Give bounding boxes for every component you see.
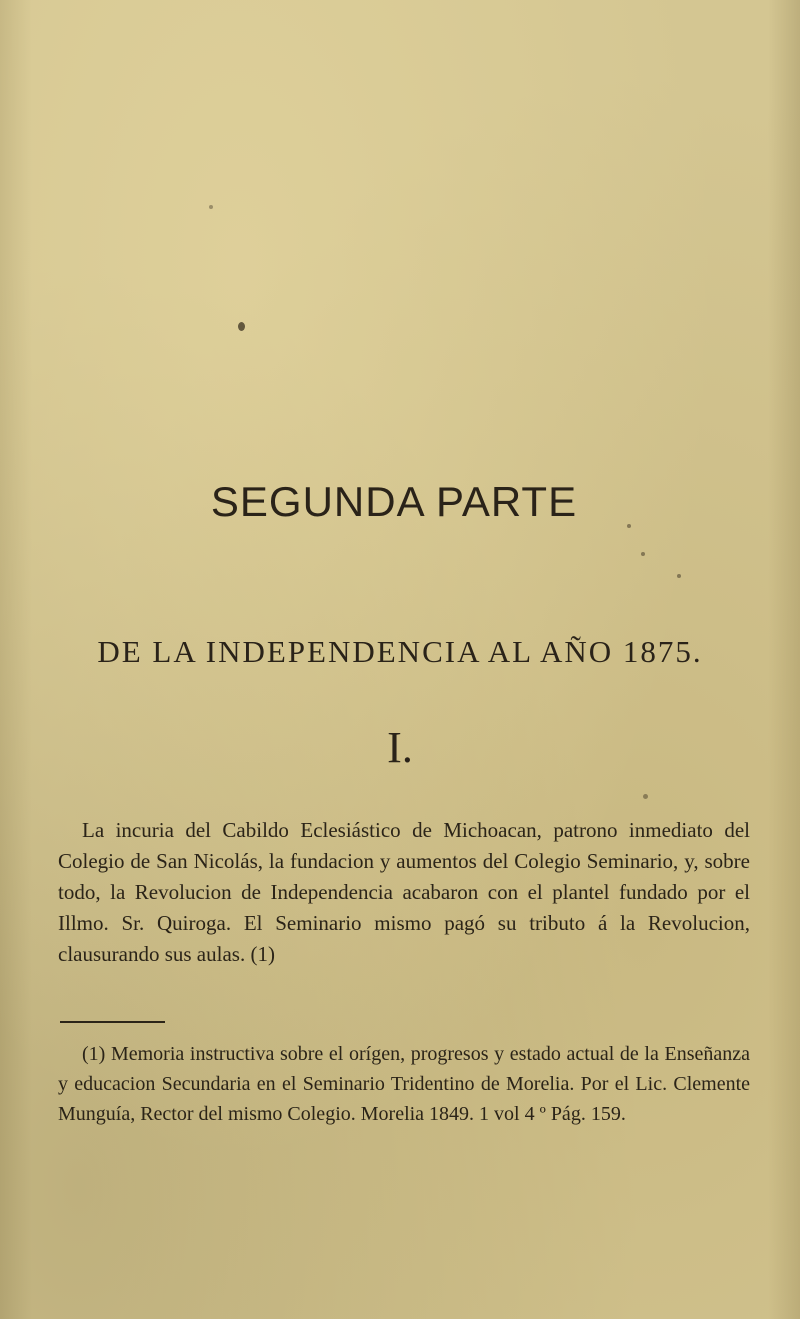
- foxing-spot: [641, 552, 645, 556]
- footnote: (1) Memoria instructiva sobre el orígen, progresos y estado actual de la Enseñanza y educacion Secundaria en el Seminario Tridentino de Morelia. Por el Lic. Clemente Munguía, Rector del mismo Colegio. Morelia 1849. 1 vol 4 º Pág. 159.: [58, 1043, 750, 1125]
- chapter-number: I.: [387, 723, 413, 772]
- body-paragraph: La incuria del Cabildo Eclesiástico de Michoacan, patrono inmediato del Colegio de San Nicolás, la fundacion y aumentos del Colegio Seminario, y, sobre todo, la Revolucion de Independencia acabaron con el plantel fundado por el Illmo. Sr. Quiroga. El Seminario mismo pagó su tributo á la Revolucion, clausurando sus aulas. (1): [58, 818, 750, 966]
- foxing-spot: [238, 322, 245, 331]
- foxing-spot: [677, 574, 681, 578]
- foxing-spot: [643, 794, 648, 799]
- foxing-spot: [209, 205, 213, 209]
- period-title: DE LA INDEPENDENCIA AL AÑO 1875.: [97, 634, 703, 669]
- part-title: SEGUNDA PARTE: [210, 478, 578, 525]
- footnote-rule: [60, 1021, 165, 1023]
